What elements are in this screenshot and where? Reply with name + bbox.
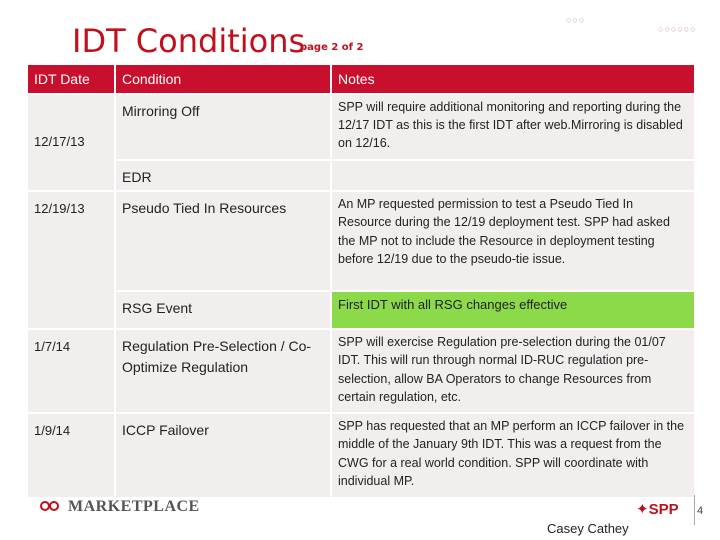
condition-cell: Regulation Pre-Selection / Co-Optimize Regulation xyxy=(115,329,331,413)
page-subtitle: page 2 of 2 xyxy=(300,42,364,53)
column-header-condition: Condition xyxy=(115,65,331,94)
notes-cell: SPP will require additional monitoring and reporting during the 12/17 IDT as this is the first IDT after web.Mirroring is disabled on 12/16. xyxy=(331,94,695,160)
table-row xyxy=(28,191,695,291)
decorative-dots: ○○○○○○ xyxy=(658,24,697,34)
notes-cell: First IDT with all RSG changes effective xyxy=(331,291,695,329)
notes-cell xyxy=(331,160,695,191)
condition-cell: Mirroring Off xyxy=(115,94,331,160)
page-title: IDT Conditions xyxy=(72,22,306,60)
marketplace-logo-text: MARKETPLACE xyxy=(68,498,200,515)
spp-logo-text: SPP xyxy=(648,501,679,518)
author-name: Casey Cathey xyxy=(547,521,629,536)
table-row xyxy=(28,329,695,413)
condition-cell: ICCP Failover xyxy=(115,413,331,497)
decorative-dots: ○○○ xyxy=(566,15,586,25)
column-header-date: IDT Date xyxy=(28,65,115,94)
notes-cell: An MP requested permission to test a Pseudo Tied In Resource during the 12/19 deployment test. SPP had asked the MP not to include the Resource in deployment testing before 12/19 due to the pseudo-tie issue. xyxy=(331,191,695,291)
date-cell: 12/19/13 xyxy=(28,191,115,329)
table-row xyxy=(28,160,695,191)
table-row xyxy=(28,94,695,160)
footer-divider xyxy=(694,495,695,525)
conditions-table xyxy=(28,65,696,497)
spp-logo-icon: ✦ xyxy=(636,501,649,518)
date-cell: 1/9/14 xyxy=(28,413,115,497)
marketplace-logo-icon xyxy=(40,499,62,515)
marketplace-logo xyxy=(40,498,200,516)
page-number: 4 xyxy=(697,505,704,517)
condition-cell: RSG Event xyxy=(115,291,331,329)
table-header-row xyxy=(28,65,695,94)
condition-cell: Pseudo Tied In Resources xyxy=(115,191,331,291)
notes-cell: SPP will exercise Regulation pre-selection during the 01/07 IDT. This will run through normal ID-RUC regulation pre-selection, allow BA Operators to change Resources from certain regulation, etc. xyxy=(331,329,695,413)
date-cell: 1/7/14 xyxy=(28,329,115,413)
condition-cell: EDR xyxy=(115,160,331,191)
column-header-notes: Notes xyxy=(331,65,695,94)
date-cell: 12/17/13 xyxy=(28,94,115,191)
table-row xyxy=(28,413,695,497)
table-row xyxy=(28,291,695,329)
spp-logo xyxy=(636,500,679,518)
notes-cell: SPP has requested that an MP perform an ICCP failover in the middle of the January 9th IDT. This was a request from the CWG for a real world condition. SPP will coordinate with individual MP. xyxy=(331,413,695,497)
